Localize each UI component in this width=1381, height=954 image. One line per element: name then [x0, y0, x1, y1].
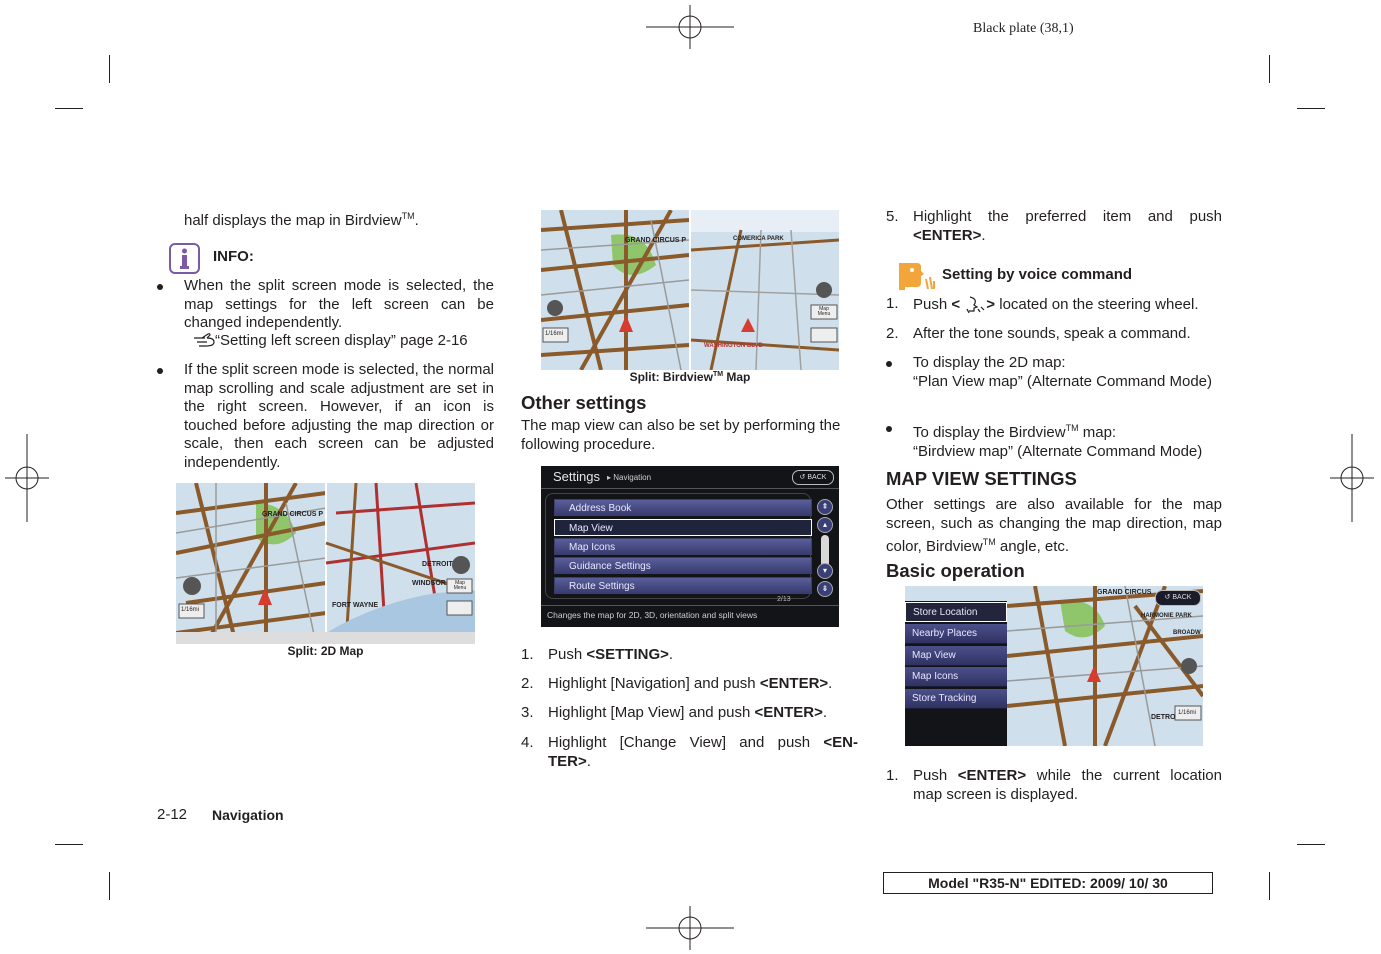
- info-bullet-2: [157, 361, 494, 473]
- map-label-washington: WASHINGTON BLVD: [704, 343, 763, 349]
- basic-step-1: 1. Push <ENTER> while the current location map screen is displayed.: [886, 767, 1222, 803]
- menu-item-nearby-places[interactable]: Nearby Places: [905, 624, 1007, 644]
- info-icon: [169, 243, 200, 274]
- crop-mark: [1269, 872, 1270, 900]
- bullet-dot: [886, 361, 892, 367]
- map-view-settings-text: Other settings are also available for the map screen, such as changing the map direction, map color, Birdview™ angle, etc.: [886, 496, 1222, 555]
- basic-operation-screenshot: [905, 586, 1203, 746]
- step-5: 5. Highlight the preferred item and push <ENTER>.: [886, 208, 1222, 244]
- crop-mark: [109, 55, 110, 83]
- other-settings-text: The map view can also be set by performing the following procedure.: [521, 417, 841, 453]
- settings-divider: [541, 488, 839, 489]
- map-scale-label: 1/16mi: [1178, 710, 1197, 716]
- info-bullet-1: [157, 277, 494, 357]
- menu-item-route-settings[interactable]: Route Settings: [554, 577, 812, 594]
- settings-title: Settings: [553, 469, 600, 484]
- status-text: Changes the map for 2D, 3D, orientation and split views: [547, 610, 758, 620]
- step-2: 2. Highlight [Navigation] and push <ENTER>.: [521, 675, 833, 692]
- menu-item-address-book[interactable]: Address Book: [554, 499, 812, 516]
- registration-mark-bottom: [646, 906, 734, 950]
- status-divider: [541, 605, 839, 606]
- scroll-bottom-button[interactable]: ⇟: [817, 581, 833, 597]
- step-4: 4. Highlight [Change View] and push <EN- TER>.: [521, 734, 858, 770]
- talk-switch-icon: [964, 295, 986, 319]
- back-arrow-icon: ↺: [1164, 594, 1171, 601]
- map-scale-label: 1/16mi: [181, 607, 200, 613]
- map-label-broadway: BROADW: [1173, 630, 1201, 636]
- plate-label: Black plate (38,1): [973, 21, 1074, 36]
- voice-command-icon: [897, 261, 935, 291]
- voice-bullet-2d: To display the 2D map: “Plan View map” (Alternate Command Mode): [886, 354, 1222, 410]
- scroll-top-button[interactable]: ⇞: [817, 499, 833, 515]
- menu-item-guidance-settings[interactable]: Guidance Settings: [554, 557, 812, 574]
- menu-item-map-icons[interactable]: Map Icons: [554, 538, 812, 555]
- voice-bullet-birdview: To display the Birdview™ map: “Birdview map” (Alternate Command Mode): [886, 419, 1222, 459]
- info-title: INFO:: [213, 248, 254, 265]
- map-label-grand-circus: GRAND CIRCUS P: [262, 511, 324, 518]
- pointing-hand-icon: [193, 332, 215, 354]
- other-settings-heading: Other settings: [521, 392, 647, 413]
- model-edit-box: Model "R35-N" EDITED: 2009/ 10/ 30: [883, 872, 1213, 894]
- map-label-fort-wayne: FORT WAYNE: [332, 602, 379, 609]
- menu-item-store-tracking[interactable]: Store Tracking: [905, 689, 1007, 709]
- crop-mark: [55, 844, 83, 845]
- bullet-dot: [886, 426, 892, 432]
- voice-step-2: 2. After the tone sounds, speak a command.: [886, 325, 1191, 342]
- map-label-harmonie: HARMONIE PARK: [1141, 613, 1192, 619]
- settings-breadcrumb: ▸ Navigation: [607, 473, 652, 482]
- map-scale-label: 1/16mi: [545, 331, 564, 337]
- section-name: Navigation: [212, 807, 284, 823]
- registration-mark-left: [5, 434, 49, 522]
- page-indicator: 2/13: [777, 596, 791, 603]
- bullet-text: If the split screen mode is selected, the normal map scrolling and scale adjustment are set in the right screen. However, if an icon is touched before adjusting the map direction or scale, then each screen can be adjusted independently.: [184, 361, 494, 471]
- scroll-down-button[interactable]: ▾: [817, 563, 833, 579]
- crop-mark: [1297, 844, 1325, 845]
- page-number: 2-12: [157, 806, 188, 823]
- location-menu: [905, 601, 1007, 746]
- map-label-grand-circus: GRAND CIRCUS P: [625, 237, 687, 244]
- map-label-grand-circus: GRAND CIRCUS: [1097, 589, 1152, 596]
- map-menu-label: Map Menu: [453, 580, 467, 591]
- menu-item-map-view[interactable]: Map View: [554, 519, 812, 536]
- crop-mark: [1297, 108, 1325, 109]
- voice-step-1: 1. Push < > located on the steering wheel.: [886, 295, 1222, 315]
- back-button[interactable]: ↺ BACK: [792, 470, 834, 485]
- voice-command-heading: Setting by voice command: [942, 266, 1133, 283]
- figure-caption-2d-map: Split: 2D Map: [287, 644, 364, 658]
- step-1: 1. Push <SETTING>.: [521, 646, 674, 663]
- split-2d-map-screenshot: [176, 483, 475, 644]
- crop-mark: [55, 108, 83, 109]
- crop-mark: [1269, 55, 1270, 83]
- registration-mark-right: [1330, 434, 1374, 522]
- bullet-dot: [157, 368, 163, 374]
- page-reference[interactable]: “Setting left screen display” page 2-16: [193, 332, 503, 354]
- map-label-detroit: DETROIT: [422, 561, 453, 568]
- settings-screen: [541, 466, 839, 627]
- crop-mark: [109, 872, 110, 900]
- menu-item-map-icons[interactable]: Map Icons: [905, 667, 1007, 687]
- intro-text: half displays the map in Birdview™.: [184, 211, 419, 229]
- map-label-comerica: COMERICA PARK: [733, 236, 784, 242]
- map-label-windsor: WINDSOR: [412, 580, 446, 587]
- menu-item-map-view[interactable]: Map View: [905, 646, 1007, 666]
- map-label-detroit: DETRO: [1151, 714, 1176, 721]
- bullet-dot: [157, 284, 163, 290]
- figure-caption-birdview: Split: Birdview™ Map: [629, 370, 751, 384]
- map-view-settings-heading: MAP VIEW SETTINGS: [886, 468, 1077, 489]
- bullet-text: When the split screen mode is selected, the map settings for the left screen can be changed independently.: [184, 277, 494, 331]
- back-arrow-icon: ↺: [799, 474, 806, 481]
- step-3: 3. Highlight [Map View] and push <ENTER>.: [521, 704, 828, 721]
- registration-mark-top: [646, 5, 734, 49]
- split-birdview-map-screenshot: [541, 210, 839, 370]
- scroll-up-button[interactable]: ▴: [817, 517, 833, 533]
- back-button[interactable]: ↺ BACK: [1155, 590, 1201, 606]
- map-menu-label: Map Menu: [817, 306, 831, 317]
- basic-operation-heading: Basic operation: [886, 560, 1025, 581]
- menu-item-store-location[interactable]: Store Location: [905, 602, 1007, 622]
